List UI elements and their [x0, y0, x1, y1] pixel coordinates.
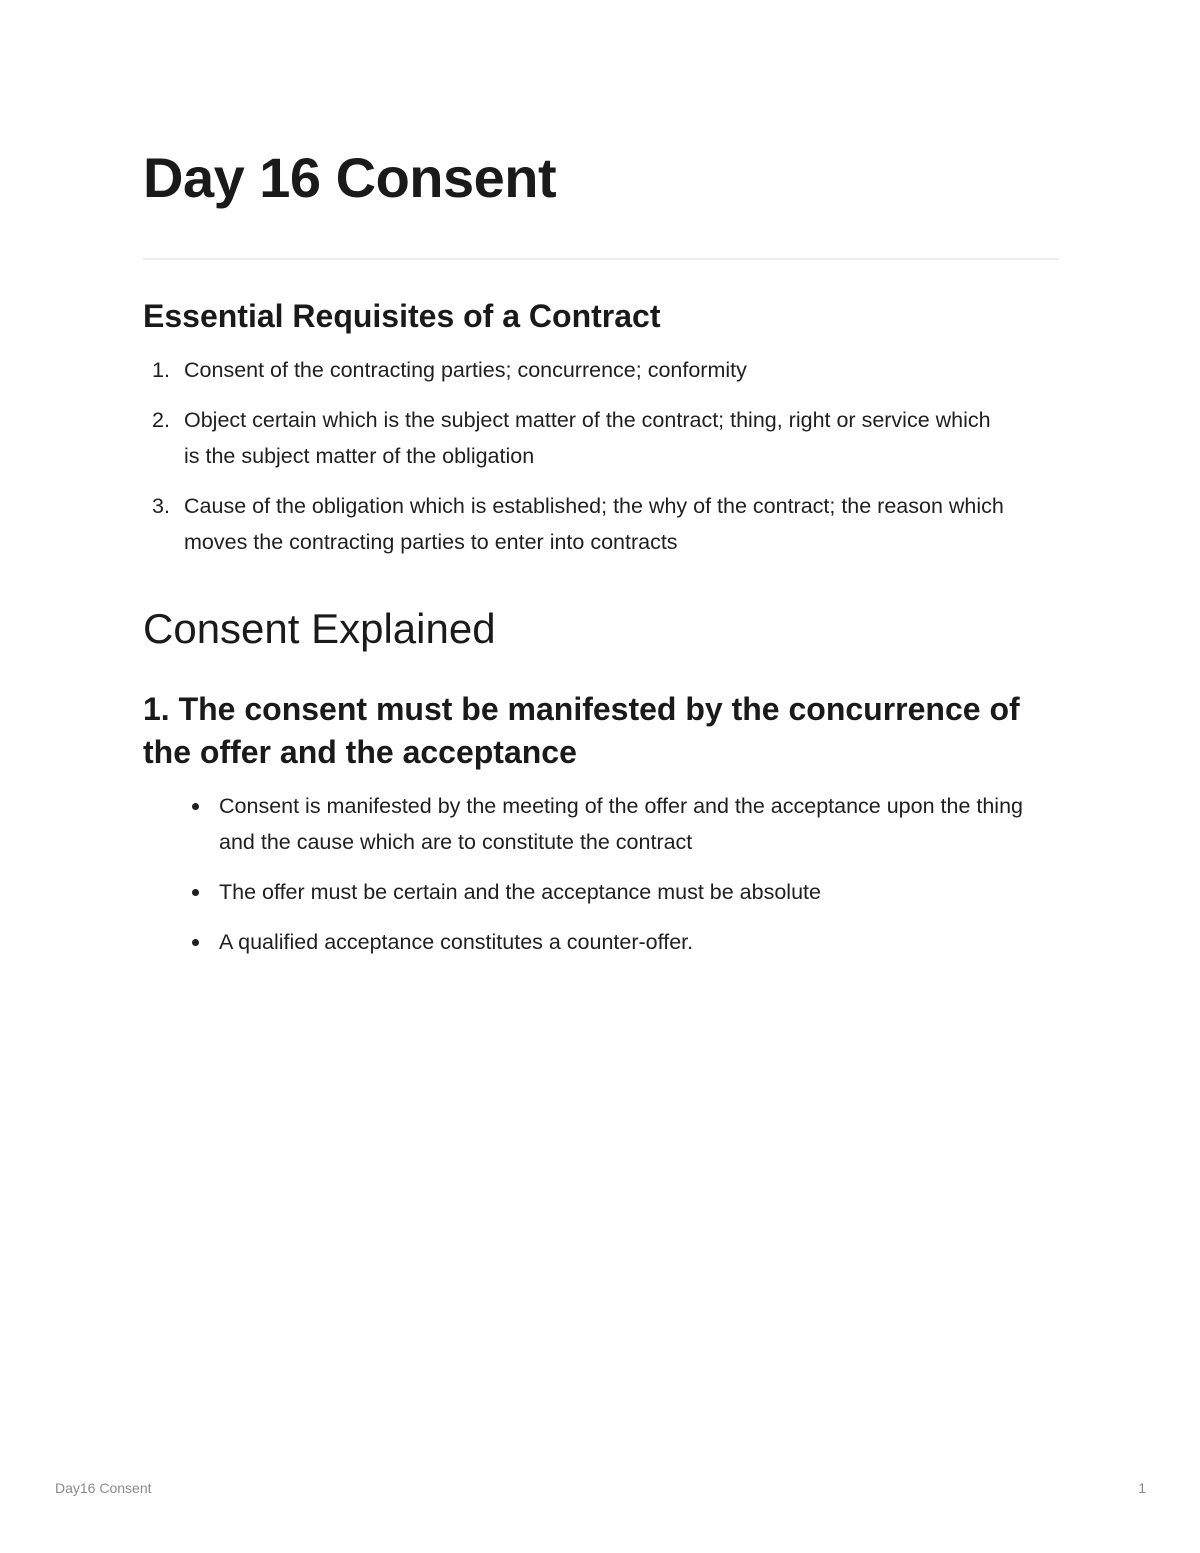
list-item-text: Consent of the contracting parties; concurrence; conformity — [184, 358, 747, 382]
list-item-number: 3. — [152, 494, 170, 518]
requisites-list — [143, 352, 1059, 574]
list-item — [143, 352, 1059, 388]
list-item-number: 1. — [152, 358, 170, 382]
bullet-icon — [192, 889, 199, 896]
list-item — [143, 488, 1059, 560]
list-item-number: 2. — [152, 408, 170, 432]
list-item — [143, 402, 1059, 474]
list-item-text: A qualified acceptance constitutes a counter-offer. — [219, 930, 694, 954]
subheading-consent-manifested: 1. The consent must be manifested by the concurrence of the offer and the acceptance — [143, 691, 1020, 770]
bullet-icon — [192, 803, 199, 810]
section-heading-essential-requisites: Essential Requisites of a Contract — [143, 298, 661, 334]
consent-bullet-list — [143, 788, 1059, 974]
list-item-text: Cause of the obligation which is established; the why of the contract; the reason which moves the contracting parties to enter into contracts — [184, 494, 1004, 554]
list-item — [143, 874, 1059, 910]
list-item-text: Consent is manifested by the meeting of the offer and the acceptance upon the thing and the cause which are to constitute the contract — [219, 794, 1024, 854]
footer-document-name: Day16 Consent — [55, 1480, 152, 1496]
bullet-icon — [192, 939, 199, 946]
section-heading-consent-explained: Consent Explained — [143, 605, 496, 652]
list-item — [143, 924, 1059, 960]
page-title: Day 16 Consent — [143, 146, 557, 209]
title-divider — [143, 258, 1059, 260]
list-item-text: The offer must be certain and the acceptance must be absolute — [219, 880, 821, 904]
list-item — [143, 788, 1059, 860]
list-item-text: Object certain which is the subject matter of the contract; thing, right or service which is the subject matter of the obligation — [184, 408, 991, 468]
footer-page-number: 1 — [1138, 1480, 1146, 1496]
